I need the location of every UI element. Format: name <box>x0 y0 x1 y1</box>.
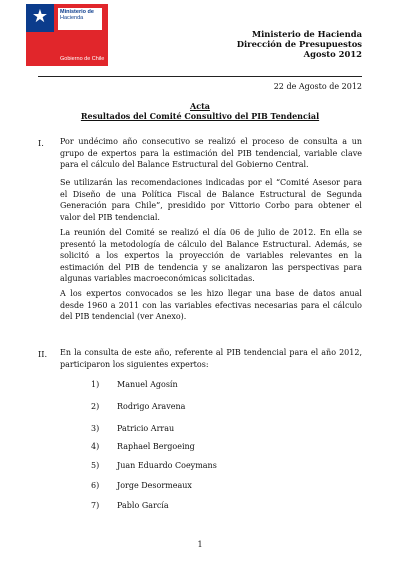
expert-name: Manuel Agosín <box>117 380 178 389</box>
logo-line2: Hacienda <box>60 15 84 21</box>
header-block <box>182 29 362 59</box>
expert-item <box>91 402 186 411</box>
expert-name: Pablo García <box>117 501 169 510</box>
expert-number: 7) <box>91 501 100 510</box>
page-number: 1 <box>197 540 203 549</box>
section-2-intro: En la consulta de este año, referente al PIB tendencial para el año 2012, participaron los siguientes expertos: <box>60 348 362 369</box>
section-1-paragraph-3: La reunión del Comité se realizó el día 06 de julio de 2012. En ella se presentó la metodología de cálculo del Balance Estructural. Además, se solicitó a los expertos la proyección de variables relevantes en la estimación del PIB de tendencia y se analizaron las perspectivas para algunas variables macroeconómicas solicitadas. <box>60 228 362 284</box>
expert-number: 2) <box>91 402 100 411</box>
logo-line3: Gobierno de Chile <box>60 56 105 62</box>
expert-item <box>91 481 192 490</box>
expert-name: Raphael Bergoeing <box>117 442 195 451</box>
expert-number: 3) <box>91 424 100 433</box>
section-2-number: II. <box>38 349 48 359</box>
expert-name: Juan Eduardo Coeymans <box>117 461 217 470</box>
logo-line1: Ministerio de <box>60 9 94 15</box>
expert-item <box>91 380 178 389</box>
expert-number: 5) <box>91 461 100 470</box>
expert-item <box>91 501 169 510</box>
expert-item <box>91 442 195 451</box>
section-1-number: I. <box>38 138 44 148</box>
ministry-name: Ministerio de Hacienda <box>251 29 362 39</box>
document-title <box>0 101 400 121</box>
department-name: Dirección de Presupuestos <box>236 39 362 49</box>
expert-item <box>91 461 217 470</box>
section-1-paragraph-2: Se utilizarán las recomendaciones indicadas por el “Comité Asesor para el Diseño de una Política Fiscal de Balance Estructural de Segunda Generación para Chile”, presidido por Vittorio Corbo para obtener el valor del PIB tendencial. <box>60 178 362 222</box>
section-1-paragraph-4: A los expertos convocados se les hizo llegar una base de datos anual desde 1960 a 2011 con las variables efectivas necesarias para el cálculo del PIB tendencial (ver Anexo). <box>60 289 362 322</box>
header-date: Agosto 2012 <box>303 49 362 59</box>
title-acta: Acta <box>190 101 210 111</box>
expert-number: 1) <box>91 380 100 389</box>
expert-name: Jorge Desormeaux <box>117 481 192 490</box>
title-subtitle: Resultados del Comité Consultivo del PIB Tendencial <box>80 111 320 121</box>
government-logo <box>26 4 108 66</box>
header-divider <box>38 76 362 77</box>
expert-item <box>91 424 175 433</box>
expert-number: 6) <box>91 481 100 490</box>
expert-name: Rodrigo Aravena <box>117 402 186 411</box>
expert-name: Patricio Arrau <box>117 424 175 433</box>
document-date: 22 de Agosto de 2012 <box>273 82 362 91</box>
star-icon: ★ <box>31 6 49 27</box>
expert-number: 4) <box>91 442 100 451</box>
section-1-paragraph-1: Por undécimo año consecutivo se realizó el proceso de consulta a un grupo de expertos para la estimación del PIB tendencial, variable clave para el cálculo del Balance Estructural del Gobierno Central. <box>60 137 362 170</box>
